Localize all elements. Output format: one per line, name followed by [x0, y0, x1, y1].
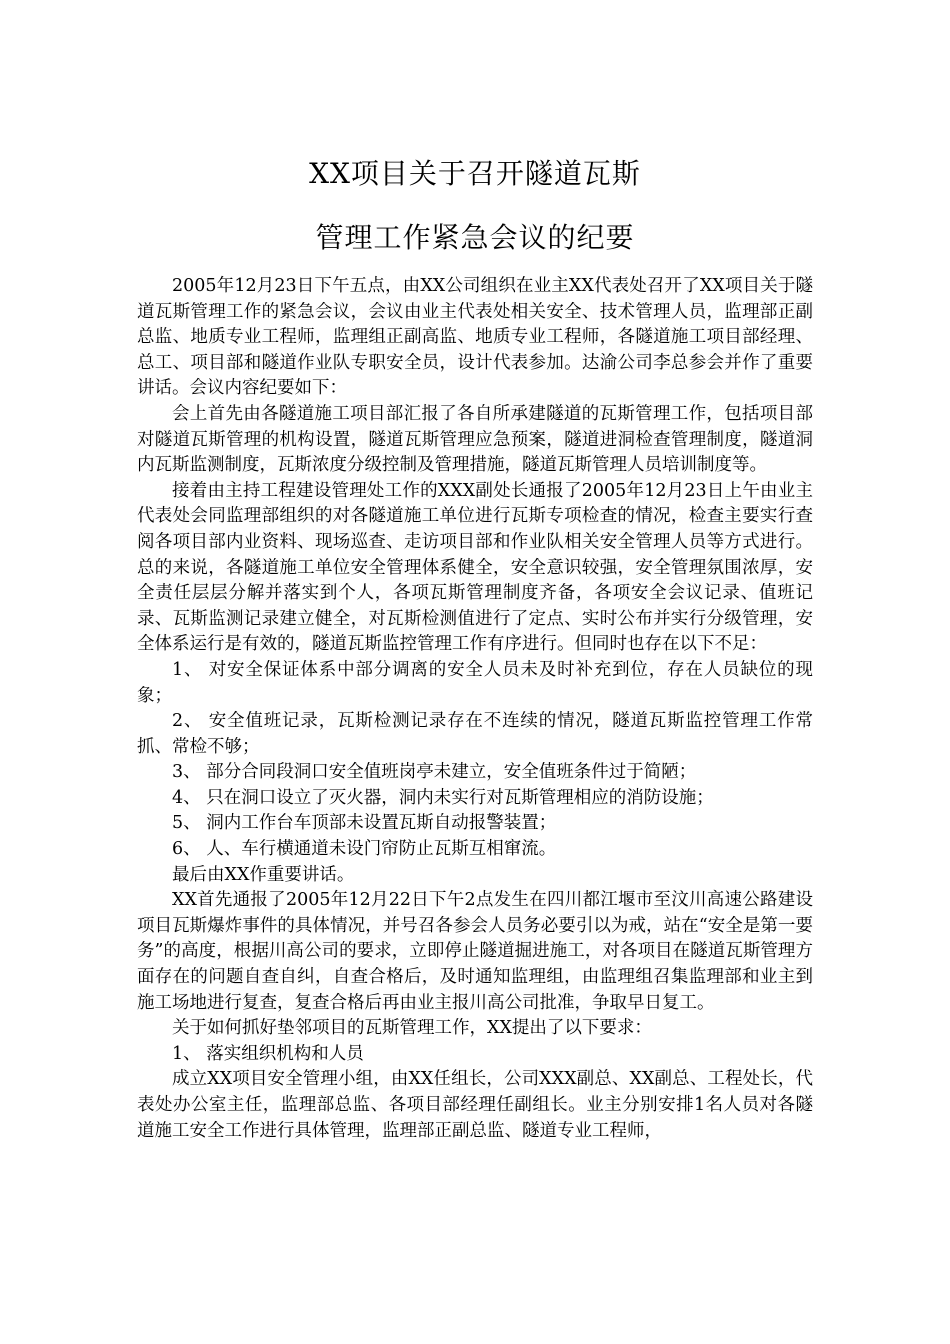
- list-item-deficiency-5: 5、 洞内工作台车顶部未设置瓦斯自动报警装置；: [172, 813, 557, 834]
- paragraph-inspection: 接着由主持工程建设管理处工作的XXX副处长通报了2005年12月23日上午由业主代表处会同监理部组织的对各隧道施工单位进行瓦斯专项检查的情况，检查主要实行查阅各项目部内业资料、现场巡查、走访项目部和作业队相关安全管理人员等方式进行。总的来说，各隧道施工单位安全管理体系健全，安全意识较强，安全管理氛围浓厚，安全责任层层分解并落实到个人，各项瓦斯管理制度齐备，各项安全会议记录、值班记录、瓦斯监测记录建立健全，对瓦斯检测值进行了定点、实时公布并实行分级管理，安全体系运行是有效的，隧道瓦斯监控管理工作有序进行。但同时也存在以下不足：: [137, 480, 813, 655]
- paragraph-intro: 2005年12月23日下午五点，由XX公司组织在业主XX代表处召开了XX项目关于隧道瓦斯管理工作的紧急会议，会议由业主代表处相关安全、技术管理人员，监理部正副总监、地质专业工程师，监理组正副高监、地质专业工程师，各隧道施工项目部经理、总工、项目部和隧道作业队专职安全员，设计代表参加。达渝公司李总参会并作了重要讲话。会议内容纪要如下：: [137, 276, 813, 399]
- list-item-deficiency-2: 2、 安全值班记录，瓦斯检测记录存在不连续的情况，隧道瓦斯监控管理工作常抓、常检不够；: [137, 711, 813, 757]
- paragraph-closing-speech: 最后由XX作重要讲话。: [172, 864, 355, 885]
- document-body: [137, 274, 813, 1144]
- list-item-deficiency-3: 3、 部分合同段洞口安全值班岗亭未建立，安全值班条件过于简陋；: [172, 762, 697, 783]
- paragraph-incident-report: XX首先通报了2005年12月22日下午2点发生在四川都江堰市至汶川高速公路建设项目瓦斯爆炸事件的具体情况，并号召各参会人员务必要引以为戒，站在“安全是第一要务”的高度，根据川高公司的要求，立即停止隧道掘进施工，对各项目在隧道瓦斯管理方面存在的问题自查自纠，自查合格后，及时通知监理组，由监理组召集监理部和业主到施工场地进行复查，复查合格后再由业主报川高公司批准，争取早日复工。: [137, 890, 813, 1013]
- paragraph-organization: 成立XX项目安全管理小组，由XX任组长，公司XXX副总、XX副总、工程处长，代表处办公室主任，监理部总监、各项目部经理任副组长。业主分别安排1名人员对各隧道施工安全工作进行具体管理，监理部正副总监、隧道专业工程师，: [137, 1069, 813, 1141]
- paragraph-requirements-intro: 关于如何抓好垫邻项目的瓦斯管理工作，XX提出了以下要求：: [172, 1018, 652, 1039]
- paragraph-reports: 会上首先由各隧道施工项目部汇报了各自所承建隧道的瓦斯管理工作，包括项目部对隧道瓦斯管理的机构设置，隧道瓦斯管理应急预案，隧道进洞检查管理制度，隧道洞内瓦斯监测制度，瓦斯浓度分级控制及管理措施，隧道瓦斯管理人员培训制度等。: [137, 403, 813, 476]
- list-item-deficiency-1: 1、 对安全保证体系中部分调离的安全人员未及时补充到位，存在人员缺位的现象；: [137, 659, 813, 706]
- list-item-deficiency-6: 6、 人、车行横通道未设门帘防止瓦斯互相窜流。: [172, 839, 557, 860]
- list-item-deficiency-4: 4、 只在洞口设立了灭火器，洞内未实行对瓦斯管理相应的消防设施；: [172, 787, 714, 808]
- document-title-line-2: 管理工作紧急会议的纪要: [315, 221, 635, 254]
- document-title-line-1: XX项目关于召开隧道瓦斯: [309, 157, 641, 190]
- list-item-requirement-1: 1、 落实组织机构和人员: [172, 1043, 364, 1064]
